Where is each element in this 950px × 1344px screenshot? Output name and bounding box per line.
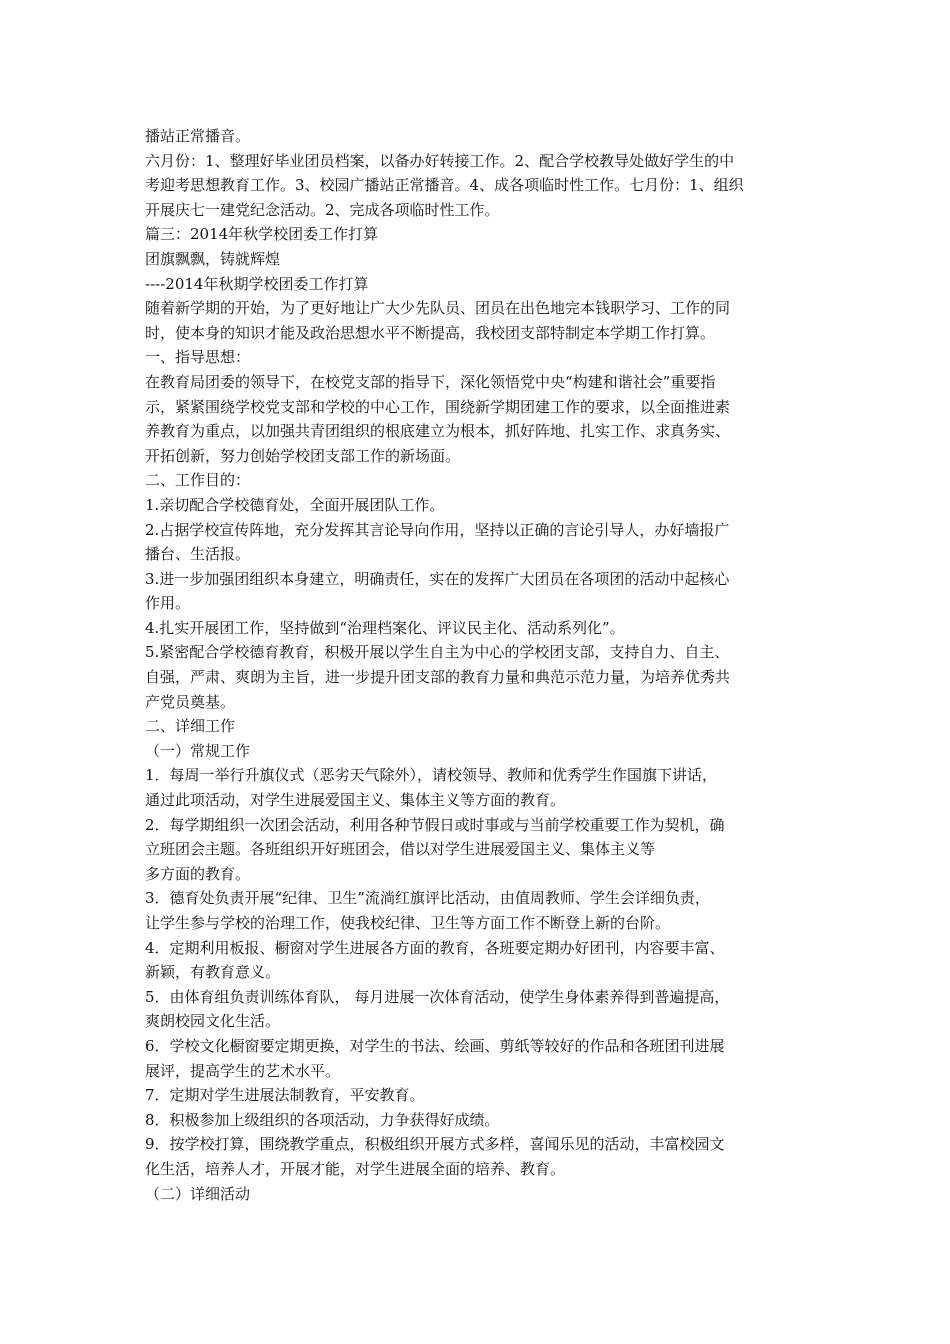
text-line: ----2014年秋期学校团委工作打算 (145, 274, 369, 293)
text-line: 4.扎实开展团工作，坚持做到“治理档案化、评议民主化、活动系列化”。 (145, 618, 625, 637)
text-line: 开拓创新，努力创始学校团支部工作的新场面。 (145, 446, 461, 465)
text-line: 在教育局团委的领导下，在校党支部的指导下，深化领悟党中央“构建和谐社会”重要指 (145, 372, 716, 391)
text-line: 7．定期对学生进展法制教育，平安教育。 (145, 1086, 425, 1105)
text-line: 团旗飘飘，铸就辉煌 (145, 249, 281, 268)
text-line: 二、工作目的： (145, 471, 251, 490)
text-line: （一）常规工作 (145, 741, 251, 760)
text-line: 产党员奠基。 (145, 692, 236, 711)
text-line: 1．每周一举行升旗仪式（恶劣天气除外），请校领导、教师和优秀学生作国旗下讲话， (145, 766, 718, 785)
text-line: 立班团会主题。各班组织开好班团会，借以对学生进展爱国主义、集体主义等 (145, 840, 656, 859)
text-line: 通过此项活动，对学生进展爱国主义、集体主义等方面的教育。 (145, 791, 566, 810)
text-line: 5.紧密配合学校德育教育，积极开展以学生自主为中心的学校团支部，支持自力、自主、 (145, 643, 730, 662)
text-line: 爽朗校园文化生活。 (145, 1012, 281, 1031)
text-line: 作用。 (145, 594, 191, 613)
text-line: 六月份：1、整理好毕业团员档案，以备办好转接工作。2、配合学校教导处做好学生的中 (145, 151, 735, 170)
text-line: 展评，提高学生的艺术水平。 (145, 1061, 341, 1080)
text-line: 4．定期利用板报、橱窗对学生进展各方面的教育，各班要定期办好团刊，内容要丰富、 (145, 938, 725, 957)
text-line: 播台、生活报。 (145, 545, 251, 564)
text-line: 养教育为重点，以加强共青团组织的根底建立为根本，抓好阵地、扎实工作、求真务实、 (145, 422, 731, 441)
text-line: 自强，严肃、爽朗为主旨，进一步提升团支部的教育力量和典范示范力量，为培养优秀共 (145, 668, 731, 687)
text-line: 播站正常播音。 (145, 127, 251, 145)
document-body (145, 124, 810, 1206)
text-line: （二）详细活动 (145, 1184, 251, 1203)
text-line: 1.亲切配合学校德育处，全面开展团队工作。 (145, 495, 445, 514)
text-line: 示，紧紧围绕学校党支部和学校的中心工作，围绕新学期团建工作的要求，以全面推进素 (145, 397, 731, 416)
text-line: 9．按学校打算，围绕教学重点，积极组织开展方式多样，喜闻乐见的活动，丰富校园文 (145, 1135, 725, 1154)
text-line: 随着新学期的开始，为了更好地让广大少先队员、团员在出色地完本钱职学习、工作的同 (145, 299, 731, 318)
text-line: 2．每学期组织一次团会活动，利用各种节假日或时事或与当前学校重要工作为契机，确 (145, 815, 725, 834)
text-line: 2.占据学校宣传阵地，充分发挥其言论导向作用，坚持以正确的言论引导人，办好墙报广 (145, 520, 730, 539)
text-line: 化生活，培养人才，开展才能，对学生进展全面的培养、教育。 (145, 1159, 566, 1178)
text-line: 考迎考思想教育工作。3、校园广播站正常播音。4、成各项临时性工作。七月份：1、组织 (145, 176, 744, 195)
text-line: 3．德育处负责开展“纪律、卫生”流淌红旗评比活动，由值周教师、学生会详细负责， (145, 889, 710, 908)
section-heading: 篇三：2014年秋学校团委工作打算 (145, 225, 379, 244)
text-line: 开展庆七一建党纪念活动。2、完成各项临时性工作。 (145, 200, 500, 219)
text-line: 新颖，有教育意义。 (145, 963, 281, 982)
text-line: 5．由体育组负责训练体育队， 每月进展一次体育活动，使学生身体素养得到普遍提高， (145, 987, 730, 1006)
text-line: 8．积极参加上级组织的各项活动，力争获得好成绩。 (145, 1110, 500, 1129)
text-line: 3.进一步加强团组织本身建立，明确责任，实在的发挥广大团员在各项团的活动中起核心 (145, 569, 730, 588)
text-line: 一、指导思想： (145, 348, 251, 367)
text-line: 多方面的教育。 (145, 864, 251, 883)
text-line: 二、详细工作 (145, 717, 236, 736)
text-line: 6．学校文化橱窗要定期更换，对学生的书法、绘画、剪纸等较好的作品和各班团刊进展 (145, 1036, 725, 1055)
text-line: 让学生参与学校的治理工作，使我校纪律、卫生等方面工作不断登上新的台阶。 (145, 914, 671, 932)
text-line: 时，使本身的知识才能及政治思想水平不断提高，我校团支部特制定本学期工作打算。 (145, 323, 716, 342)
